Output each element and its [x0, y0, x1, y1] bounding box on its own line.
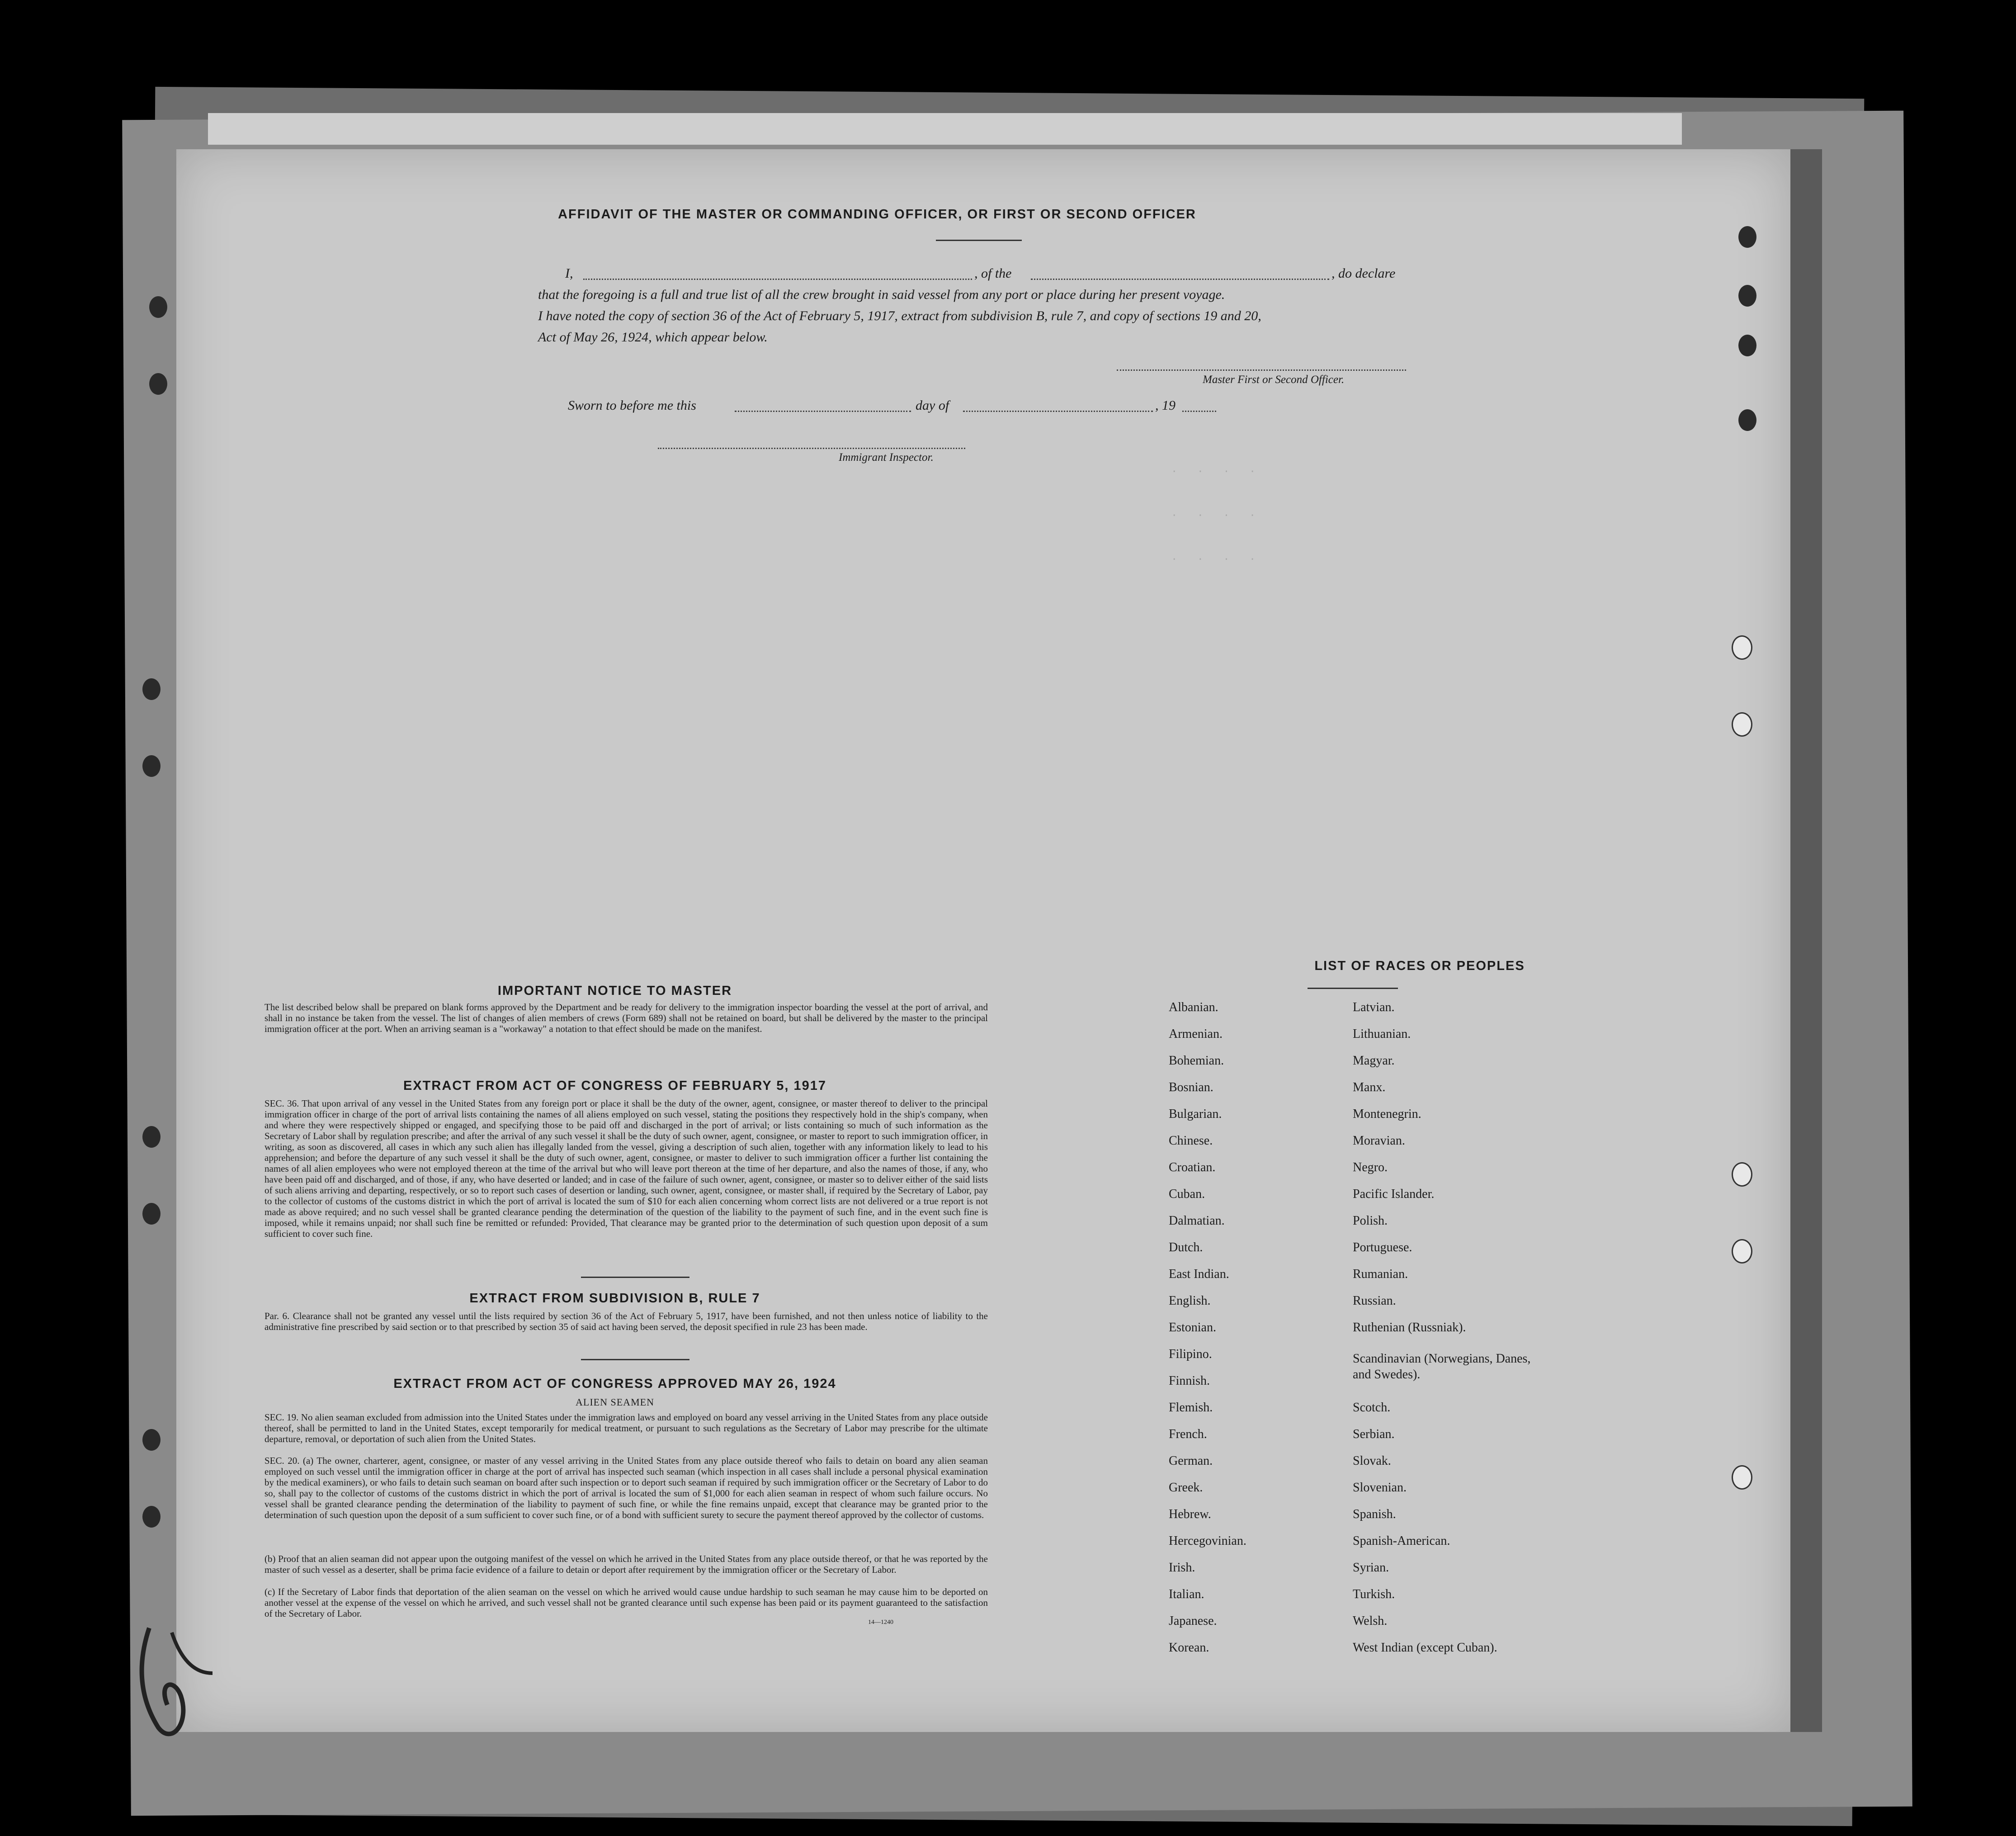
- subdivision-title: EXTRACT FROM SUBDIVISION B, RULE 7: [469, 1291, 760, 1306]
- binder-hole: [1732, 712, 1752, 737]
- sec-19-body: SEC. 19. No alien seaman excluded from admission into the United States under the immigration laws and employed on board any vessel arriving in the United States from any place outside thereof, shall be permitted to land in the United States, except temporarily for medical treatment, or pursuant to such regulations as the Secretary of Labor may prescribe for the ultimate departure, removal, or deportation of such alien from the United States.: [264, 1412, 988, 1444]
- sec-20b-body: (b) Proof that an alien seaman did not appear upon the outgoing manifest of the vessel on which he arrived in the United States from any place outside thereof, or that he was reported by the master of such vessel as a deserter, shall be prima facie evidence of a failure to detain or deport after requirement by the immigration officer or the Secretary of Labor.: [264, 1553, 988, 1575]
- race-item: Slovenian.: [1353, 1481, 1407, 1495]
- race-item: Spanish.: [1353, 1507, 1396, 1521]
- race-item: Russian.: [1353, 1294, 1396, 1308]
- sworn-day-blank[interactable]: [735, 411, 911, 412]
- sec-20a-body: SEC. 20. (a) The owner, charterer, agent, consignee, or master of any vessel arriving in the United States from any place outside thereof who fails to detain on board any alien seaman employed on such vessel until the immigration officer in charge at the port of arrival has inspected such seaman (which inspection in all cases shall include a personal physical examination by the medical examiners), or who fails to detain such seaman on board after such inspection or to deport such seaman if required by such immigration officer or the Secretary of Labor to do so, shall pay to the collector of customs of the customs district in which the port of arrival is located the sum of $1,000 for each alien seaman in respect of whom such failure occurs. No vessel shall be granted clearance pending the determination of the liability to payment of such fine, or while the fine remains unpaid, except that clearance may be granted prior to the determination of such question upon the deposit of a sum sufficient to cover such fine, or of a bond with sufficient surety to secure the payment thereof approved by the collector of customs.: [264, 1455, 988, 1520]
- race-item: Italian.: [1169, 1587, 1204, 1601]
- binder-hole: [1732, 635, 1752, 660]
- divider: [581, 1277, 689, 1278]
- i-label: I,: [565, 266, 573, 281]
- binder-hole: [142, 755, 161, 777]
- race-item: Greek.: [1169, 1481, 1203, 1495]
- race-item: Syrian.: [1353, 1561, 1389, 1575]
- affidavit-title: AFFIDAVIT OF THE MASTER OR COMMANDING OFFICER, OR FIRST OR SECOND OFFICER: [558, 207, 1196, 222]
- race-item: Latvian.: [1353, 1000, 1395, 1014]
- race-item: Bohemian.: [1169, 1054, 1224, 1068]
- binder-hole: [142, 1506, 161, 1528]
- race-item: Scandinavian (Norwegians, Danes, and Swedes).: [1353, 1352, 1531, 1382]
- declare-label: , do declare: [1331, 266, 1396, 281]
- notice-title: IMPORTANT NOTICE TO MASTER: [497, 984, 732, 998]
- extract-1917-title: EXTRACT FROM ACT OF CONGRESS OF FEBRUARY 5, 1917: [403, 1079, 827, 1093]
- bleed-through-text: · · · · · · · · · · · ·: [1171, 466, 1256, 566]
- race-item: Croatian.: [1169, 1160, 1216, 1174]
- race-item: Armenian.: [1169, 1027, 1223, 1041]
- race-item: Rumanian.: [1353, 1267, 1408, 1281]
- paper-strip-top: [208, 113, 1682, 145]
- subdivision-body: Par. 6. Clearance shall not be granted any vessel until the lists required by section 36 of the Act of February 5, 1917, have been furnished, and not then unless notice of liability to the administrative fine prescribed by said section or to that prescribed by section 35 of said act having been served, the deposit specified in rule 23 has been made.: [264, 1311, 988, 1332]
- race-item: Bosnian.: [1169, 1080, 1213, 1094]
- race-item: Finnish.: [1169, 1374, 1210, 1388]
- name-blank[interactable]: [583, 279, 972, 280]
- document-page: [176, 149, 1790, 1732]
- race-item: Filipino.: [1169, 1347, 1212, 1361]
- inspector-signature-line[interactable]: [658, 448, 965, 449]
- race-item: Slovak.: [1353, 1454, 1391, 1468]
- races-title: LIST OF RACES OR PEOPLES: [1314, 959, 1525, 973]
- divider: [1308, 988, 1398, 989]
- affidavit-line3: I have noted the copy of section 36 of the Act of February 5, 1917, extract from subdivision B, rule 7, and copy of sections 19 and 20,: [538, 308, 1261, 323]
- divider: [936, 240, 1022, 241]
- race-item: Spanish-American.: [1353, 1534, 1450, 1548]
- race-item: Dutch.: [1169, 1240, 1203, 1254]
- race-item: Portuguese.: [1353, 1240, 1412, 1254]
- race-item: East Indian.: [1169, 1267, 1229, 1281]
- race-item: Montenegrin.: [1353, 1107, 1421, 1121]
- race-item: French.: [1169, 1427, 1207, 1441]
- divider: [581, 1359, 689, 1360]
- race-item: Korean.: [1169, 1641, 1209, 1655]
- race-item: Hebrew.: [1169, 1507, 1211, 1521]
- form-code: 14—1240: [868, 1619, 893, 1626]
- race-item: Serbian.: [1353, 1427, 1395, 1441]
- binder-hole: [1732, 1465, 1752, 1490]
- master-signature-label: Master First or Second Officer.: [1203, 374, 1345, 386]
- sec-20c-body: (c) If the Secretary of Labor finds that deportation of the alien seaman on the vessel on which he arrived would cause undue hardship to such seaman he may cause him to be deported on another vessel at the expense of the vessel on which he arrived, and such vessel shall not be granted clearance until such expense has been paid or its payment guaranteed to the satisfaction of the Secretary of Labor.: [264, 1586, 988, 1619]
- race-item: Chinese.: [1169, 1134, 1213, 1148]
- vessel-blank[interactable]: [1031, 279, 1329, 280]
- race-item: English.: [1169, 1294, 1211, 1308]
- binder-hole: [1738, 409, 1756, 431]
- handwritten-mark: [131, 1619, 231, 1746]
- extract-1924-title: EXTRACT FROM ACT OF CONGRESS APPROVED MAY 26, 1924: [393, 1377, 836, 1391]
- day-of-label: day of: [916, 398, 949, 413]
- binder-hole: [1738, 226, 1756, 248]
- binder-hole: [1738, 335, 1756, 356]
- binder-hole: [142, 1203, 161, 1225]
- race-item: Pacific Islander.: [1353, 1187, 1435, 1201]
- race-item: Flemish.: [1169, 1401, 1213, 1415]
- race-item: Magyar.: [1353, 1054, 1395, 1068]
- master-signature-line[interactable]: [1117, 369, 1406, 371]
- race-item: Moravian.: [1353, 1134, 1405, 1148]
- year-label: , 19: [1155, 398, 1176, 413]
- race-item: Dalmatian.: [1169, 1214, 1225, 1228]
- binder-hole: [1732, 1239, 1752, 1263]
- races-left-column: [1169, 1000, 1363, 1667]
- alien-seamen-subtitle: ALIEN SEAMEN: [576, 1396, 654, 1408]
- race-item: Scotch.: [1353, 1401, 1391, 1415]
- race-item: Negro.: [1353, 1160, 1388, 1174]
- binder-hole: [1738, 285, 1756, 307]
- sworn-label: Sworn to before me this: [568, 398, 696, 413]
- binder-hole: [149, 296, 167, 318]
- binder-hole: [149, 373, 167, 395]
- race-item: Hercegovinian.: [1169, 1534, 1246, 1548]
- affidavit-line4: Act of May 26, 1924, which appear below.: [538, 330, 768, 345]
- race-item: Lithuanian.: [1353, 1027, 1411, 1041]
- affidavit-line2: that the foregoing is a full and true list of all the crew brought in said vessel from any port or place during her present voyage.: [538, 287, 1225, 302]
- sworn-year-blank[interactable]: [1182, 411, 1216, 412]
- inspector-signature-label: Immigrant Inspector.: [839, 451, 934, 464]
- binder-hole: [1732, 1162, 1752, 1187]
- races-right-column: [1353, 1000, 1552, 1667]
- race-item: Estonian.: [1169, 1320, 1216, 1334]
- of-label: , of the: [974, 266, 1012, 281]
- sworn-month-blank[interactable]: [963, 411, 1153, 412]
- race-item: West Indian (except Cuban).: [1353, 1641, 1497, 1655]
- extract-1917-body: SEC. 36. That upon arrival of any vessel in the United States from any foreign port or place it shall be the duty of the owner, agent, consignee, or master thereof to deliver to the principal immigration officer in charge of the port of arrival lists containing the names of all aliens employed on such vessel, stating the positions they respectively hold in the ship's company, when and where they were respectively shipped or engaged, and specifying those to be paid off and discharged in the port of arrival; or lists containing so much of such information as the Secretary of Labor shall by regulation prescribe; and after the arrival of any such vessel it shall be the duty of such owner, agent, consignee, or master to report to such immigration officer, in writing, as soon as discovered, all cases in which any such alien has illegally landed from the vessel, giving a description of such alien, together with any information likely to lead to his apprehension; and before the departure of any such vessel it shall be the duty of such owner, agent, consignee, or master to deliver to such immigration officer a further list containing the names of all alien employees who were not employed thereon at the time of the arrival but who will leave port thereon at the time of her departure, and also the names of those, if any, who have been paid off and discharged, and of those, if any, who have deserted or landed; and in case of the failure of such owner, agent, consignee, or master so to deliver either of the said lists of such aliens arriving and departing, respectively, or so to report such cases of desertion or landing, such owner, agent, consignee, or master shall, if required by the Secretary of Labor, pay to the collector of customs of the customs district in which the port of arrival is located the sum of $10 for each alien concerning whom correct lists are not delivered or a true report is not made as above required; and no such vessel shall be granted clearance pending the determination of the question of the liability to the payment of such fine, and in the event such fine is imposed, while it remains unpaid; nor shall such fine be remitted or refunded: Provided, That clearance may be granted prior to the determination of such question upon deposit of a sum sufficient to cover such fine.: [264, 1098, 988, 1239]
- race-item: Welsh.: [1353, 1614, 1388, 1628]
- race-item: Manx.: [1353, 1080, 1386, 1094]
- binder-hole: [142, 678, 161, 700]
- race-item: Ruthenian (Russniak).: [1353, 1320, 1466, 1334]
- race-item: Polish.: [1353, 1214, 1388, 1228]
- race-item: German.: [1169, 1454, 1213, 1468]
- race-item: Japanese.: [1169, 1614, 1217, 1628]
- binder-hole: [142, 1126, 161, 1148]
- notice-body: The list described below shall be prepared on blank forms approved by the Department and be ready for delivery to the immigration inspector boarding the vessel at the port of arrival, and shall in no instance be taken from the vessel. The list of changes of alien members of crews (Form 689) shall not be retained on board, but shall be delivered by the master to the principal immigration officer at the port. When an arriving seaman is a "workaway" a notation to that effect should be made on the manifest.: [264, 1002, 988, 1034]
- race-item: Irish.: [1169, 1561, 1195, 1575]
- race-item: Bulgarian.: [1169, 1107, 1222, 1121]
- binder-hole: [142, 1429, 161, 1451]
- race-item: Cuban.: [1169, 1187, 1205, 1201]
- race-item: Turkish.: [1353, 1587, 1395, 1601]
- race-item: Albanian.: [1169, 1000, 1218, 1014]
